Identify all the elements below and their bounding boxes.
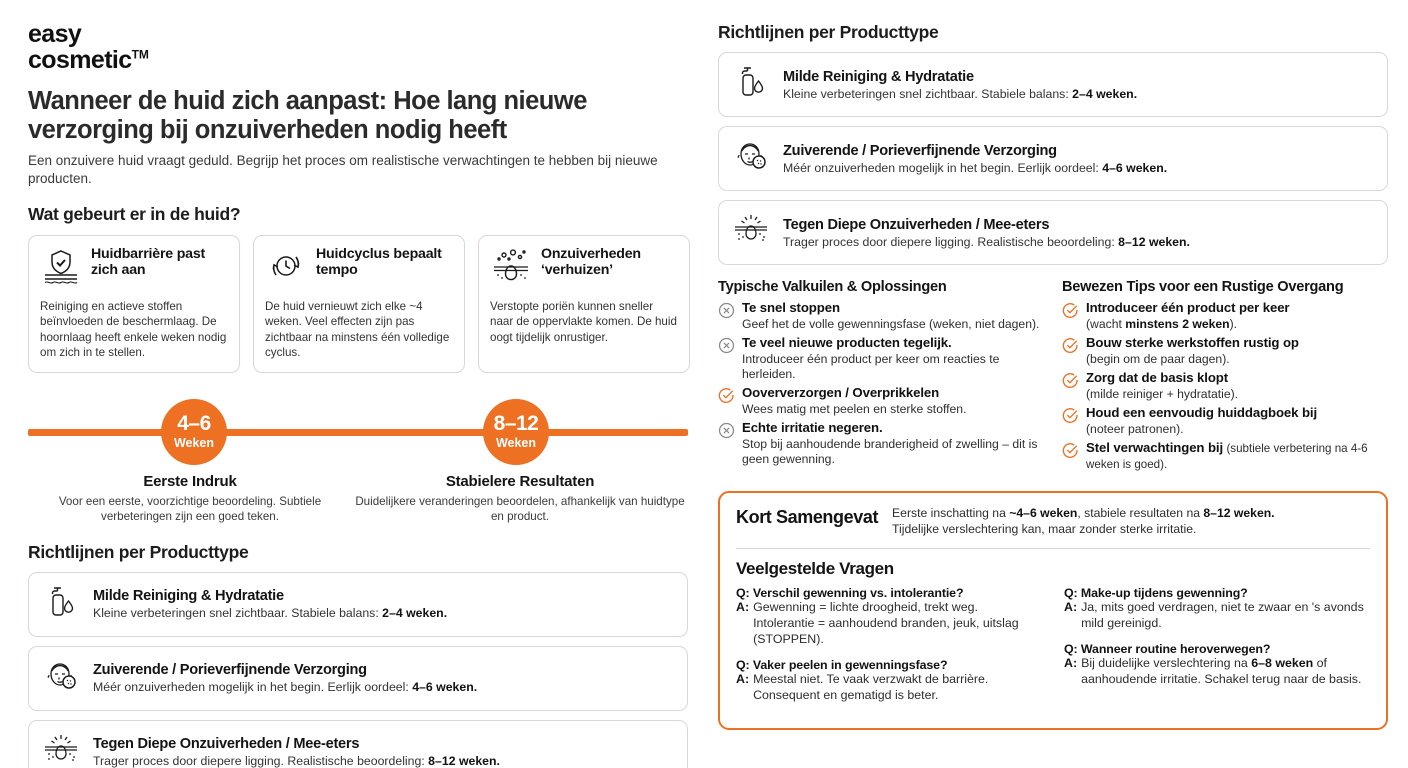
guideline-desc-text: Trager proces door diepere ligging. Realistische beoordeling: (783, 234, 1119, 249)
faq-item (1064, 586, 1370, 632)
faq-question: Q: Vaker peelen in gewenningsfase? (736, 658, 948, 673)
guideline-desc-text: Méér onzuiverheden mogelijk in het begin. Eerlijk oordeel: (93, 680, 413, 695)
timeline-label-desc: Duidelijkere veranderingen beoordelen, afhankelijk van huidtype en product. (355, 494, 685, 523)
guideline-desc (93, 606, 447, 620)
timeline-node-8-12-weken (483, 399, 549, 465)
guideline-desc-bold: 8–12 weken. (1118, 234, 1190, 249)
tip-desc: (begin om de paar dagen). (1086, 351, 1230, 366)
skin-card-head (40, 246, 228, 291)
pitfalls-column (718, 279, 1044, 475)
timeline (28, 399, 700, 465)
faq-answer-bold: 6–8 weken (1251, 656, 1314, 671)
skin-card-head (265, 246, 453, 291)
check-circle-icon (1062, 407, 1079, 429)
timeline-node-4-6-weken (161, 399, 227, 465)
guideline-desc-bold: 2–4 weken. (1072, 86, 1138, 101)
pitfall-item (718, 300, 1044, 332)
pitfall-item (718, 420, 1044, 467)
guideline-title: Zuiverende / Porieverfijnende Verzorging (783, 142, 1057, 159)
skin-section-heading: Wat gebeurt er in de huid? (28, 204, 241, 225)
pitfall-title: Te veel nieuwe producten tegelijk. (742, 335, 952, 350)
skin-card-title: Huidbarrière past zich aan (91, 246, 206, 278)
tip-desc: (subtiele verbetering na 4-6 weken is goed). (1086, 442, 1368, 471)
pitfall-item (718, 335, 1044, 382)
pitfall-title: Ooververzorgen / Overprikkelen (742, 385, 940, 401)
guideline-row (28, 646, 688, 711)
pump-bottle-icon (731, 62, 771, 107)
left-column (0, 0, 700, 768)
guidelines-list-left (28, 572, 688, 768)
skin-card-body: De huid vernieuwt zich elke ~4 weken. Veel effecten zijn pas zichtbaar na minstens één volledige cyclus. (265, 300, 450, 360)
pore-impurities-icon (490, 246, 532, 291)
timeline-node-unit: Weken (495, 436, 537, 451)
skin-card-title: Onzuiverheden ‘verhuizen’ (541, 246, 641, 278)
pitfall-desc: Stop bij aanhoudende branderigheid of zwelling – dit is geen gewenning. (742, 437, 1038, 467)
faq-answer-text (1081, 656, 1370, 688)
check-circle-icon (1062, 442, 1079, 464)
deep-pore-icon (731, 210, 771, 255)
check-circle-icon (718, 387, 735, 409)
timeline-node-unit: Weken (173, 436, 215, 451)
face-pores-icon (41, 656, 81, 701)
tip-desc-bold: minstens 2 weken (1125, 316, 1230, 331)
tips-column (1062, 279, 1388, 475)
faq-answer (1064, 656, 1370, 688)
faq-answer-post: of aanhoudende irritatie. Schakel terug naar de basis. (1081, 656, 1362, 687)
faq-question: Q: Make-up tijdens gewenning? (1064, 586, 1248, 601)
brand-logo (28, 22, 700, 73)
skin-cycle-clock-icon (265, 246, 307, 291)
faq-question: Q: Wanneer routine heroverwegen? (1064, 642, 1271, 657)
pitfall-text (742, 420, 1044, 467)
guidelines-list-right (718, 52, 1388, 265)
timeline-label (25, 473, 355, 524)
check-circle-icon (1062, 372, 1079, 394)
check-circle-icon (1062, 302, 1079, 324)
tip-text (1086, 335, 1299, 367)
tip-title: Introduceer één product per keer (1086, 300, 1290, 315)
summary-line1-a: Eerste inschatting na (892, 506, 1010, 521)
brand-line-2: cosmetic (28, 45, 132, 74)
faq-answer (736, 672, 1042, 704)
trademark-mark: TM (131, 47, 149, 62)
x-circle-icon (718, 422, 735, 444)
guideline-desc-text: Kleine verbeteringen snel zichtbaar. Stabiele balans: (783, 86, 1073, 101)
pitfall-text (742, 385, 966, 417)
summary-text (892, 505, 1275, 537)
faq-answer-text: Gewenning = lichte droogheid, trekt weg. Intolerantie = aanhoudend branden, jeuk, uitslag (STOPPEN). (753, 600, 1019, 647)
faq-answer (1064, 600, 1370, 632)
tip-title: Houd een eenvoudig huiddagboek bij (1086, 405, 1318, 420)
guideline-title: Zuiverende / Porieverfijnende Verzorging (93, 662, 367, 679)
pitfall-text (742, 335, 1044, 382)
skin-card (28, 235, 240, 373)
timeline-label-title: Eerste Indruk (143, 472, 237, 490)
tip-title: Bouw sterke werkstoffen rustig op (1086, 335, 1299, 350)
summary-top (736, 505, 1370, 537)
faq-columns (736, 586, 1370, 713)
tips-heading: Bewezen Tips voor een Rustige Overgang (1062, 279, 1344, 295)
pitfall-text (742, 300, 1039, 332)
pitfall-title: Echte irritatie negeren. (742, 420, 883, 436)
brand-line-1: easy (28, 20, 82, 48)
guideline-desc-text: Trager proces door diepere ligging. Realistische beoordeling: (93, 754, 429, 768)
summary-line2: Tijdelijke verslechtering kan, maar zonder sterke irritatie. (892, 522, 1197, 537)
tip-desc: (wacht (1086, 316, 1126, 331)
faq-question: Q: Verschil gewenning vs. intolerantie? (736, 586, 964, 601)
pitfalls-tips-row (718, 279, 1388, 475)
guideline-desc-bold: 2–4 weken. (382, 606, 448, 621)
guideline-desc (93, 754, 500, 768)
skin-cards-row (28, 235, 700, 373)
guideline-desc (93, 680, 477, 694)
timeline-label (355, 473, 685, 524)
tip-item (1062, 405, 1388, 437)
tip-desc-tail: ). (1229, 316, 1238, 331)
guideline-desc-bold: 4–6 weken. (1102, 160, 1168, 175)
guideline-row (28, 572, 688, 637)
tip-item (1062, 300, 1388, 332)
skin-card-body: Reiniging en actieve stoffen beïnvloeden de beschermlaag. De hoornlaag heeft enkele weken nodig om zich in te stellen. (40, 300, 227, 360)
skin-card-head (490, 246, 678, 291)
skin-card (253, 235, 465, 373)
tip-text (1086, 405, 1317, 437)
skin-card-title: Huidcyclus bepaalt tempo (316, 246, 442, 278)
guideline-desc-bold: 8–12 weken. (428, 754, 500, 768)
guideline-desc (783, 87, 1137, 101)
guideline-row (718, 52, 1388, 117)
tip-desc: (noteer patronen). (1086, 421, 1184, 436)
faq-heading: Veelgestelde Vragen (736, 559, 894, 579)
faq-answer-pre: Bij duidelijke verslechtering na (1081, 656, 1252, 671)
faq-answer-text: Meestal niet. Te vaak verzwakt de barrière. Consequent en gematigd is beter. (753, 672, 989, 702)
tip-text (1086, 440, 1388, 472)
guidelines-heading-left: Richtlijnen per Producttype (28, 541, 249, 562)
timeline-label-title: Stabielere Resultaten (445, 472, 595, 490)
page-title: Wanneer de huid zich aanpast: Hoe lang nieuwe verzorging bij onzuiverheden nodig heeft (28, 87, 587, 145)
guideline-desc (783, 161, 1167, 175)
summary-title: Kort Samengevat (736, 507, 879, 528)
deep-pore-icon (41, 730, 81, 768)
pitfall-desc: Introduceer één product per keer om reacties te herleiden. (742, 351, 1000, 381)
right-column (700, 0, 1408, 768)
guideline-desc (783, 235, 1190, 249)
pitfall-desc: Geef het de volle gewenningsfase (weken, niet dagen). (742, 316, 1040, 331)
summary-line1-d: 8–12 weken. (1203, 506, 1275, 521)
tip-title: Zorg dat de basis klopt (1086, 370, 1229, 385)
faq-item (736, 658, 1042, 704)
guideline-title: Tegen Diepe Onzuiverheden / Mee-eters (93, 736, 360, 753)
skin-barrier-shield-icon (40, 246, 82, 291)
tip-desc: (milde reiniger + hydratatie). (1086, 386, 1239, 401)
timeline-node-number: 8–12 (493, 412, 539, 436)
timeline-node-number: 4–6 (177, 412, 211, 436)
timeline-labels (28, 473, 700, 524)
faq-answer-label: A: (1064, 656, 1078, 671)
faq-answer-label: A: (736, 672, 750, 687)
faq-column-right (1064, 586, 1370, 713)
pitfalls-heading: Typische Valkuilen & Oplossingen (718, 279, 947, 295)
faq-answer-text: Ja, mits goed verdragen, niet te zwaar en 's avonds mild gereinigd. (1081, 600, 1364, 631)
check-circle-icon (1062, 337, 1079, 359)
timeline-label-desc: Voor een eerste, voorzichtige beoordeling. Subtiele verbeteringen zijn een goed teken. (58, 494, 322, 523)
guideline-desc-text: Méér onzuiverheden mogelijk in het begin. Eerlijk oordeel: (783, 160, 1103, 175)
guidelines-heading-right: Richtlijnen per Producttype (718, 22, 939, 42)
x-circle-icon (718, 337, 735, 359)
summary-line1-b: ~4–6 weken (1009, 506, 1078, 521)
skin-card (478, 235, 690, 373)
faq-item (736, 586, 1042, 648)
faq-answer-label: A: (1064, 600, 1078, 615)
guideline-desc-bold: 4–6 weken. (412, 680, 478, 695)
tip-title: Stel verwachtingen bij (1086, 440, 1224, 455)
face-pores-icon (731, 136, 771, 181)
guideline-row (718, 200, 1388, 265)
guideline-row (718, 126, 1388, 191)
pitfall-title: Te snel stoppen (742, 300, 840, 315)
summary-line1-c: , stabiele resultaten na (1077, 506, 1204, 521)
x-circle-icon (718, 302, 735, 324)
timeline-track (28, 429, 688, 436)
guideline-row (28, 720, 688, 768)
tip-item (1062, 335, 1388, 367)
guideline-title: Milde Reiniging & Hydratatie (783, 68, 974, 85)
guideline-desc-text: Kleine verbeteringen snel zichtbaar. Stabiele balans: (93, 606, 383, 621)
faq-answer-label: A: (736, 600, 750, 615)
summary-faq-box (718, 491, 1388, 730)
tip-text (1086, 370, 1238, 402)
tip-item (1062, 370, 1388, 402)
summary-divider (736, 548, 1370, 549)
pitfall-item (718, 385, 1044, 417)
pitfall-desc: Wees matig met peelen en sterke stoffen. (742, 402, 967, 416)
guideline-title: Tegen Diepe Onzuiverheden / Mee-eters (783, 216, 1050, 233)
tip-item (1062, 440, 1388, 472)
page-lead: Een onzuivere huid vraagt geduld. Begrijp het proces om realistische verwachtingen te hebben bij nieuwe producten. (28, 153, 658, 187)
faq-answer (736, 600, 1042, 648)
pump-bottle-icon (41, 582, 81, 627)
faq-item (1064, 642, 1370, 688)
skin-card-body: Verstopte poriën kunnen sneller naar de oppervlakte komen. De huid oogt tijdelijk onrustiger. (490, 300, 677, 344)
faq-column-left (736, 586, 1042, 713)
guideline-title: Milde Reiniging & Hydratatie (93, 588, 284, 605)
tip-text (1086, 300, 1289, 332)
